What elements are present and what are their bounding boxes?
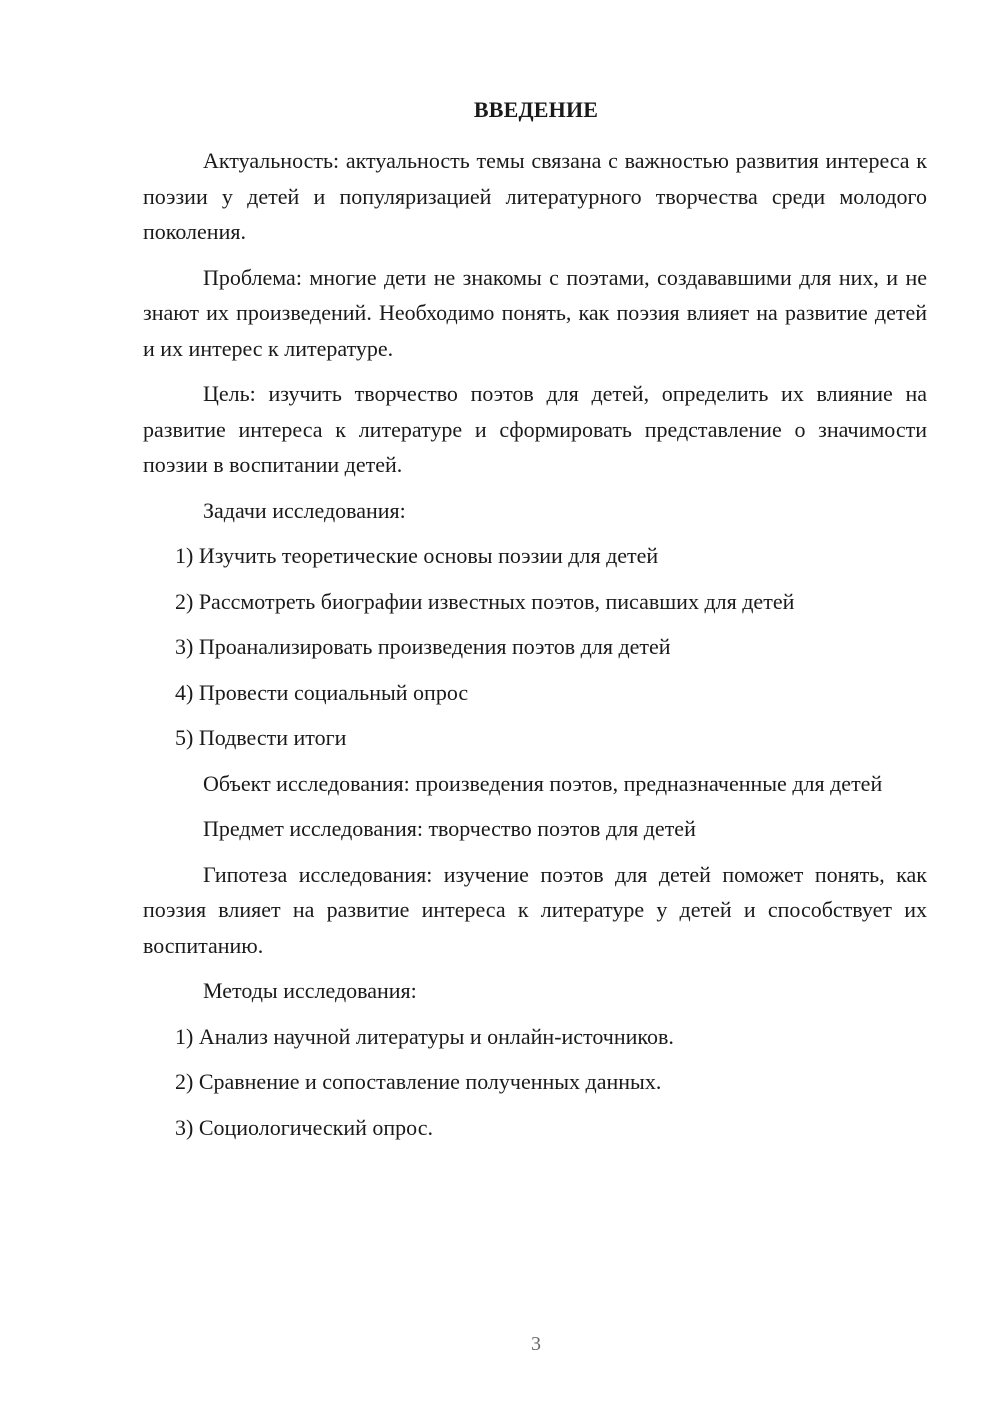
methods-list bbox=[143, 1019, 927, 1146]
hypothesis-paragraph: Гипотеза исследования: изучение поэтов для детей поможет понять, как поэзия влияет на развитие интереса к литературе у детей и способствует их воспитанию. bbox=[143, 861, 927, 958]
relevance-paragraph: Актуальность: актуальность темы связана с важностью развития интереса к поэзии у детей и популяризацией литературного творчества среди молодого поколения. bbox=[143, 148, 927, 244]
tasks-heading: Задачи исследования: bbox=[203, 497, 406, 523]
document-body bbox=[143, 143, 927, 1155]
list-item: 1) Изучить теоретические основы поэзии для детей bbox=[175, 543, 659, 568]
list-item: 2) Рассмотреть биографии известных поэтов, писавших для детей bbox=[175, 588, 795, 614]
object-paragraph: Объект исследования: произведения поэтов, предназначенные для детей bbox=[203, 770, 883, 796]
page-title: ВВЕДЕНИЕ bbox=[473, 97, 599, 122]
problem-paragraph: Проблема: многие дети не знакомы с поэтами, создававшими для них, и не знают их произведений. Необходимо понять, как поэзия влияет на развитие детей и их интерес к литературе. bbox=[143, 264, 927, 361]
tasks-list bbox=[143, 538, 927, 756]
list-item: 3) Социологический опрос. bbox=[175, 1114, 433, 1140]
subject-paragraph: Предмет исследования: творчество поэтов для детей bbox=[203, 816, 696, 841]
list-item: 4) Провести социальный опрос bbox=[175, 679, 469, 705]
list-item: 5) Подвести итоги bbox=[175, 725, 347, 750]
list-item: 3) Проанализировать произведения поэтов для детей bbox=[175, 634, 671, 659]
list-item: 1) Анализ научной литературы и онлайн-источников. bbox=[175, 1023, 674, 1049]
methods-heading: Методы исследования: bbox=[203, 978, 417, 1003]
list-item: 2) Сравнение и сопоставление полученных данных. bbox=[175, 1069, 662, 1094]
page-number: 3 bbox=[531, 1333, 541, 1355]
goal-paragraph: Цель: изучить творчество поэтов для детей, определить их влияние на развитие интереса к литературе и сформировать представление о значимости поэзии в воспитании детей. bbox=[143, 381, 927, 477]
